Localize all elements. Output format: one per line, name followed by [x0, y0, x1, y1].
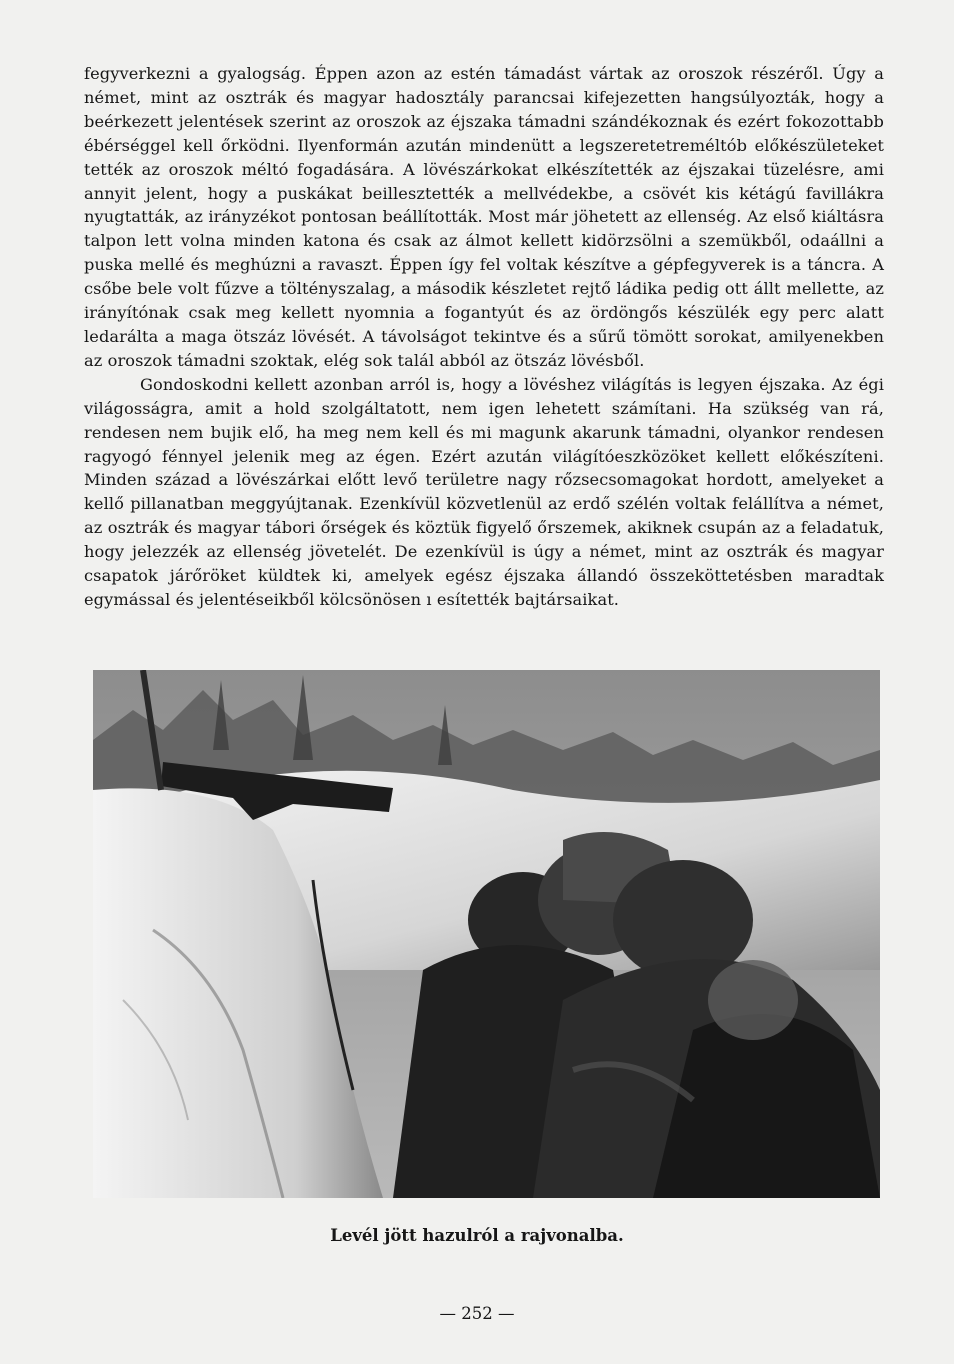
trench-photograph: [93, 670, 880, 1198]
photo-caption: Levél jött hazulról a rajvonalba.: [330, 1226, 624, 1245]
article-body: [84, 62, 884, 612]
paragraph-2: Gondoskodni kellett azonban arról is, hogy a lövéshez világítás is legyen éjszaka. Az égi világosságra, amit a hold szolgáltatott, nem igen lehetett számítani. Ha szükség van rá, rendesen nem bujik elő, ha meg nem kell és mi magunk akarunk támadni, olyankor rendesen ragyogó fénnyel jelenik meg az égen. Ezért azután világítóeszközöket kellett előkészíteni. Minden század a lövészárkai előtt levő területre nagy rőzsecsomagokat hordott, amelyeket a kellő pillanatban meggyújtanak. Ezenkívül közvetlenül az erdő szélén voltak felállítva a német, az osztrák és magyar tábori őrségek és köztük figyelő őrszemek, akiknek csupán az a feladatuk, hogy jelezzék az ellenség jövetelét. De ezenkívül is úgy a német, mint az osztrák és magyar csapatok járőröket küldtek ki, amelyek egész éjszaka állandó összeköttetésben maradtak egymással és jelentéseikből kölcsönösen ı esítették bajtársaikat.: [84, 374, 884, 609]
paragraph-1: fegyverkezni a gyalogság. Éppen azon az estén támadást vártak az oroszok részéről. Úgy a német, mint az osztrák és magyar hadosztály parancsai kifejezetten hangsúlyozták, hogy a beérkezett jelentések szerint az oroszok az éjszaka támadni szándékoznak és ezért fokozottabb ébérséggel kell őrködni. Ilyenformán azután mindenütt a legszeretetreméltób előkészületeket tették az oroszok méltó fogadására. A lövészárkokat elkészítették az éjszakai tüzelésre, ami annyit jelent, hogy a puskákat beillesztették a mellvédekbe, a csövét kis kétágú favillákra nyugtatták, az irányzékot pontosan beállították. Most már jöhetett az ellenség. Az első kiáltásra talpon lett volna minden katona és csak az álmot kellett kidörzsölni a szemükből, odaállni a puska mellé és meghúzni a ravaszt. Éppen így fel voltak készítve a gépfegyverek is a táncra. A csőbe bele volt fűzve a töltényszalag, a második készletet rejtő ládika pedig ott állt mellette, az irányítónak csak meg kellett nyomnia a fogantyút és az ördöngős készülék egy perc alatt ledarálta a maga ötszáz lövését. A távolságot tekintve és a sűrű tömött sorokat, amilyenekben az oroszok támadni szoktak, elég sok talál abból az ötszáz lövésből.: [84, 64, 884, 370]
page-number: — 252 —: [439, 1304, 515, 1323]
photograph-soldiers-in-snowy-trench-icon: [93, 670, 880, 1198]
